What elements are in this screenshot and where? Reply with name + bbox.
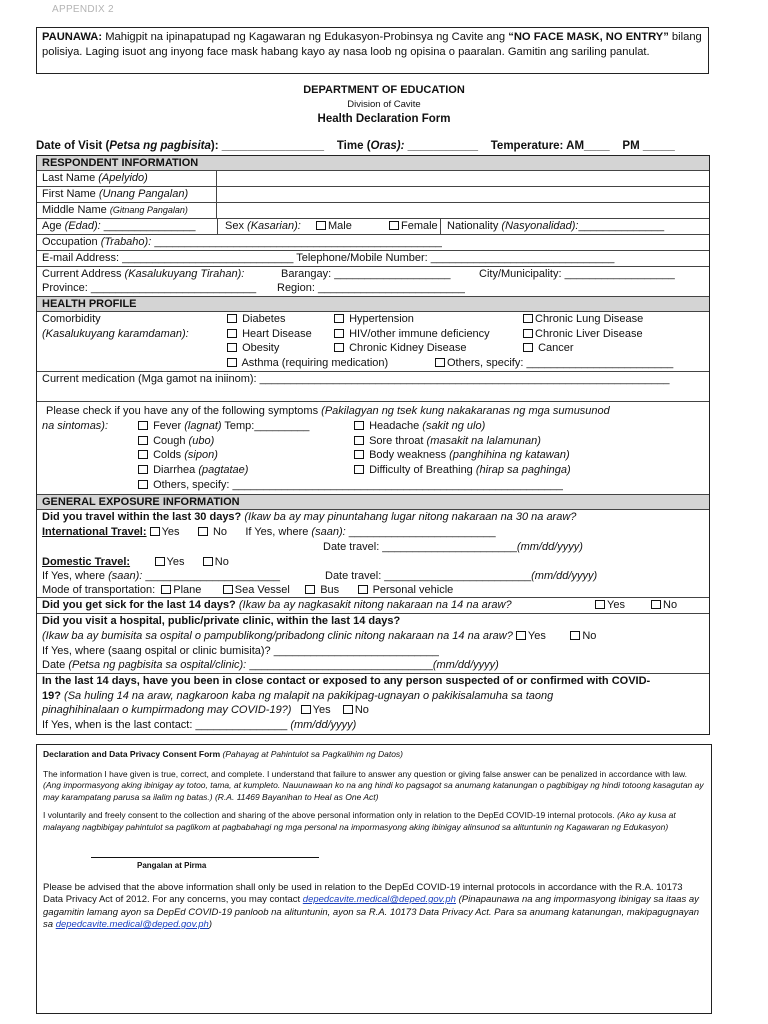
declaration-paragraph-2: I voluntarily and freely consent to the collection and sharing of the above personal information only in relation to the DepEd COVID-19 internal protocols. (Ako ay kusa at malayang nagbibigay pahintulot sa paglikom at pagbabahagi ng mga personal na impormasyong aking ibinigay alinsunod sa alituntunin ng Kagawaran ng Edukasyon) <box>43 810 676 832</box>
health-section-header: HEALTH PROFILE <box>37 297 709 312</box>
province-field[interactable]: ___________________________ <box>90 282 257 294</box>
city-label: City/Municipality: __________________ <box>479 268 675 280</box>
vehicle-checkbox[interactable] <box>358 585 368 594</box>
sick-row <box>37 598 709 614</box>
medication-field[interactable]: Current medication (Mga gamot na iniinom): ___________________________________________________________________ <box>42 373 670 385</box>
sick-question: Did you get sick for the last 14 days? (Ikaw ba ay nagkasakit nitong nakaraan na 14 na araw? <box>42 599 512 611</box>
sick-no-option[interactable]: No <box>651 598 677 613</box>
signature-label: Pangalan at Pirma <box>137 861 207 870</box>
comorbidity-label-i: (Kasalukuyang karamdaman): <box>42 328 189 340</box>
lung-option[interactable]: Chronic Lung Disease <box>523 312 643 327</box>
first-name-input[interactable] <box>217 187 709 202</box>
notice-text-1: Mahigpit na ipinapatupad ng Kagawaran ng Edukasyon-Probinsya ng Cavite ang <box>105 31 506 43</box>
contact-no-checkbox[interactable] <box>343 705 353 714</box>
kidney-option[interactable]: Chronic Kidney Disease <box>334 341 466 356</box>
liver-checkbox[interactable] <box>523 329 533 338</box>
form-title: Health Declaration Form <box>317 113 451 125</box>
nationality-label: Nationality (Nasyonalidad):______________ <box>447 220 665 232</box>
bus-checkbox[interactable] <box>305 585 315 594</box>
colds-checkbox[interactable] <box>138 450 148 459</box>
cancer-option[interactable]: Cancer <box>523 341 574 356</box>
diarrhea-checkbox[interactable] <box>138 465 148 474</box>
sex-label: Sex (Kasarian): <box>225 220 301 232</box>
middle-name-input[interactable] <box>217 203 709 218</box>
kidney-checkbox[interactable] <box>334 343 344 352</box>
hospital-no-checkbox[interactable] <box>570 631 580 640</box>
asthma-checkbox[interactable] <box>227 358 237 367</box>
declaration-box <box>36 744 712 1014</box>
notice-text-2: bilang polisiya. Laging isuot ang inyong face mask habang kayo ay nasa loob ng opisina o paaralan. Gamitin ang sariling panulat. <box>42 31 702 58</box>
contact-email-link-1[interactable]: depedcavite.medical@deped.gov.ph <box>302 894 456 905</box>
occupation-row: Occupation (Trabaho): _______________________________________________ <box>37 235 709 251</box>
sick-yes-checkbox[interactable] <box>595 600 605 609</box>
contact-question-2: 19? (Sa huling 14 na araw, nagkaroon kaba ng malapit na pakikipag-ugnayan o pakikisalamuha sa taong <box>42 690 554 702</box>
transport-line: Mode of transportation: Plane Sea Vessel Bus Personal vehicle <box>42 584 454 596</box>
contact-when-field[interactable]: If Yes, when is the last contact: _______________ <box>42 719 288 731</box>
hypertension-checkbox[interactable] <box>334 314 344 323</box>
contact-email-link-2[interactable]: depedcavite.medical@deped.gov.ph <box>55 919 209 930</box>
headache-checkbox[interactable] <box>354 421 364 430</box>
sick-no-checkbox[interactable] <box>651 600 661 609</box>
others-condition-checkbox[interactable] <box>435 358 445 367</box>
contact-question: In the last 14 days, have you been in close contact or exposed to any person suspected of or confirmed with COVID- <box>42 675 651 687</box>
domestic-travel-line: Domestic Travel: Yes No <box>42 556 229 568</box>
city-field[interactable]: __________________ <box>564 268 675 280</box>
symptoms-row <box>37 402 709 495</box>
time-label: Time ( <box>336 140 371 152</box>
weakness-checkbox[interactable] <box>354 450 364 459</box>
weakness-option[interactable]: Body weakness (panghihina ng katawan) <box>354 448 570 463</box>
sore-throat-checkbox[interactable] <box>354 436 364 445</box>
first-name-row <box>37 187 709 203</box>
nationality-field[interactable]: ______________ <box>578 220 665 232</box>
intl-travel-line: International Travel: Yes No If Yes, where (saan): ________________________ <box>42 526 496 538</box>
comorbidity-row <box>37 312 709 372</box>
intl-where-field[interactable]: ________________________ <box>348 526 496 538</box>
symptoms-intro: Please check if you have any of the following symptoms (Pakilagyan ng tsek kung nakakaranas ng mga sumusunod <box>46 405 610 417</box>
lung-checkbox[interactable] <box>523 314 533 323</box>
first-name-label: First Name (Unang Pangalan) <box>37 187 217 202</box>
colds-option[interactable]: Colds (sipon) <box>138 448 218 463</box>
plane-checkbox[interactable] <box>161 585 171 594</box>
middle-name-row <box>37 203 709 219</box>
contact-question-3: pinaghihinalaan o kumpirmadong may COVID-19?) Yes No <box>42 704 369 716</box>
region-field[interactable]: ________________________ <box>317 282 465 294</box>
barangay-field[interactable]: ___________________ <box>334 268 451 280</box>
temperature-am-field[interactable]: Temperature: AM____ <box>490 140 610 152</box>
address-label: Current Address (Kasalukuyang Tirahan): <box>42 268 245 280</box>
cough-option[interactable]: Cough (ubo) <box>138 434 214 449</box>
dom-where-field[interactable]: ______________________ <box>145 570 280 582</box>
fever-temp-field[interactable]: Temp:_________ <box>224 420 310 432</box>
sea-checkbox[interactable] <box>223 585 233 594</box>
heart-checkbox[interactable] <box>227 329 237 338</box>
notice-box <box>36 27 709 74</box>
appendix-label: APPENDIX 2 <box>52 4 114 15</box>
intl-date-field[interactable]: Date travel: ______________________ <box>323 541 517 553</box>
contact-yes-checkbox[interactable] <box>301 705 311 714</box>
fever-option[interactable]: Fever (lagnat) Temp:_________ <box>138 419 309 434</box>
department-title: DEPARTMENT OF EDUCATION <box>303 84 465 96</box>
visit-line <box>36 140 736 152</box>
diarrhea-option[interactable]: Diarrhea (pagtatae) <box>138 463 248 478</box>
address-row <box>37 267 709 297</box>
dom-date-field[interactable]: Date travel: ________________________ <box>325 570 532 582</box>
dom-yes-checkbox[interactable] <box>155 557 165 566</box>
domestic-where-line: If Yes, where (saan): ______________________ <box>42 570 280 582</box>
hospital-date-line: Date (Petsa ng pagbisita sa ospital/clinic): ______________________________(mm/dd/yyyy) <box>42 659 499 671</box>
time-field[interactable]: ___________ <box>407 140 478 152</box>
age-label: Age (Edad): _______________ <box>42 220 196 232</box>
province-label: Province: ___________________________ <box>42 282 257 294</box>
diabetes-option[interactable]: Diabetes <box>227 312 285 327</box>
sex-female-option[interactable]: Female <box>389 219 438 234</box>
cough-checkbox[interactable] <box>138 436 148 445</box>
exposure-section-header: GENERAL EXPOSURE INFORMATION <box>37 495 709 510</box>
time-label-i: Oras): <box>370 140 405 152</box>
last-name-label: Last Name (Apelyido) <box>37 171 217 186</box>
age-field[interactable]: _______________ <box>103 220 196 232</box>
signature-line[interactable] <box>91 857 319 858</box>
last-name-input[interactable] <box>217 171 709 186</box>
respondent-section-header: RESPONDENT INFORMATION <box>37 156 709 171</box>
hospital-where-field[interactable]: If Yes, where (saang ospital or clinic bumisita)? ___________________________ <box>42 645 439 657</box>
domestic-date-line: Date travel: ________________________(mm/dd/yyyy) <box>325 570 598 582</box>
comorbidity-label: Comorbidity <box>42 313 101 325</box>
male-checkbox[interactable] <box>316 221 326 230</box>
occupation-field[interactable]: _______________________________________________ <box>154 236 442 248</box>
date-of-visit-label: Date of Visit ( <box>36 140 110 152</box>
diabetes-checkbox[interactable] <box>227 314 237 323</box>
middle-name-label: Middle Name (Gitnang Pangalan) <box>37 203 217 218</box>
breathing-option[interactable]: Difficulty of Breathing (hirap sa paghinga) <box>354 463 571 478</box>
health-declaration-form <box>36 155 710 735</box>
age-sex-row <box>37 219 709 235</box>
region-label: Region: ________________________ <box>277 282 465 294</box>
notice-label: PAUNAWA: <box>42 31 103 43</box>
travel-question: Did you travel within the last 30 days? (Ikaw ba ay may pinuntahang lugar nitong nakaraan na 30 na araw? <box>42 511 577 523</box>
temperature-pm-field[interactable]: PM _____ <box>622 140 675 152</box>
liver-option[interactable]: Chronic Liver Disease <box>523 327 643 342</box>
hiv-option[interactable]: HIV/other immune deficiency <box>334 327 490 342</box>
contact-row: E-mail Address: ____________________________ Telephone/Mobile Number: ______________________________ <box>37 251 709 267</box>
headache-option[interactable]: Headache (sakit ng ulo) <box>354 419 485 434</box>
declaration-paragraph-3: Please be advised that the above information shall only be used in relation to the DepEd COVID-19 internal protocols in accordance with the R.A. 10173 Data Privacy Act of 2012. For any concerns, you may contact depedcavite.medical@deped.gov.ph (Pinapaunawa na ang impormasyong ibinigay sa itaas ay gagamitin lamang ayon sa DepEd COVID-19 panloob na alituntunin, ayon sa R.A. 10173 Data Privacy Act. Para sa anumang katanungan, makipagugnayan sa depedcavite.medical@deped.gov.ph) <box>43 881 700 930</box>
sore-throat-option[interactable]: Sore throat (masakit na lalamunan) <box>354 434 541 449</box>
others-symptom-checkbox[interactable] <box>138 480 148 489</box>
intl-no-checkbox[interactable] <box>198 527 208 536</box>
hiv-checkbox[interactable] <box>334 329 344 338</box>
hospital-date-field[interactable]: ______________________________ <box>249 659 433 671</box>
email-field[interactable]: ____________________________ <box>122 252 294 264</box>
asthma-option[interactable]: Asthma (requiring medication) <box>227 356 388 371</box>
hospital-yes-checkbox[interactable] <box>516 631 526 640</box>
last-name-row <box>37 171 709 187</box>
heart-option[interactable]: Heart Disease <box>227 327 312 342</box>
medication-row <box>37 372 709 402</box>
sex-male-option[interactable]: Male <box>316 219 352 234</box>
barangay-label: Barangay: ___________________ <box>281 268 451 280</box>
hospital-row <box>37 614 709 674</box>
contact-when-line: If Yes, when is the last contact: _______________ (mm/dd/yyyy) <box>42 719 357 731</box>
contact-exposure-row <box>37 674 709 734</box>
division-title: Division of Cavite <box>347 99 421 110</box>
hospital-question: Did you visit a hospital, public/private clinic, within the last 14 days? <box>42 615 401 627</box>
obesity-checkbox[interactable] <box>227 343 237 352</box>
hospital-question-i: (Ikaw ba ay bumisita sa ospital o pampublikong/pribadong clinic nitong nakaraan na 14 na araw? Yes No <box>42 630 597 642</box>
declaration-title: Declaration and Data Privacy Consent Form (Pahayag at Pahintulot sa Pagkalihim ng Datos) <box>43 749 404 759</box>
symptoms-intro-2: na sintomas): <box>42 420 109 432</box>
intl-yes-checkbox[interactable] <box>150 527 160 536</box>
date-of-visit-field[interactable]: ): ________________ <box>210 140 325 152</box>
hospital-where-line <box>42 644 439 659</box>
date-of-visit-label-i: Petsa ng pagbisita <box>109 140 211 152</box>
intl-date-line: Date travel: ______________________(mm/dd/yyyy) <box>323 541 583 553</box>
others-condition-option[interactable]: Others, specify: ________________________ <box>435 356 673 371</box>
fever-checkbox[interactable] <box>138 421 148 430</box>
breathing-checkbox[interactable] <box>354 465 364 474</box>
phone-field[interactable]: ______________________________ <box>430 252 615 264</box>
notice-policy: “NO FACE MASK, NO ENTRY” <box>508 31 669 43</box>
others-symptom-option[interactable]: Others, specify: ______________________________________________________ <box>138 478 563 493</box>
hypertension-option[interactable]: Hypertension <box>334 312 414 327</box>
dom-no-checkbox[interactable] <box>203 557 213 566</box>
obesity-option[interactable]: Obesity <box>227 341 279 356</box>
sick-yes-option[interactable]: Yes <box>595 598 625 613</box>
cancer-checkbox[interactable] <box>523 343 533 352</box>
female-checkbox[interactable] <box>389 221 399 230</box>
travel-row <box>37 510 709 598</box>
declaration-paragraph-1: The information I have given is true, correct, and complete. I understand that failure to answer any question or giving false answer can be penalized in accordance with law. (Ang impormasyong aking ibinigay ay totoo, tama, at kumpleto. Nauunawaan ko na ang hindi ko pagsagot sa anumang katanungan o pagbibigay ng hindi totoong kasagutan ay may karampatang parusa sa ilalim ng batas.) (R.A. 11469 Bayanihan to Heal as One Act) <box>43 768 704 802</box>
